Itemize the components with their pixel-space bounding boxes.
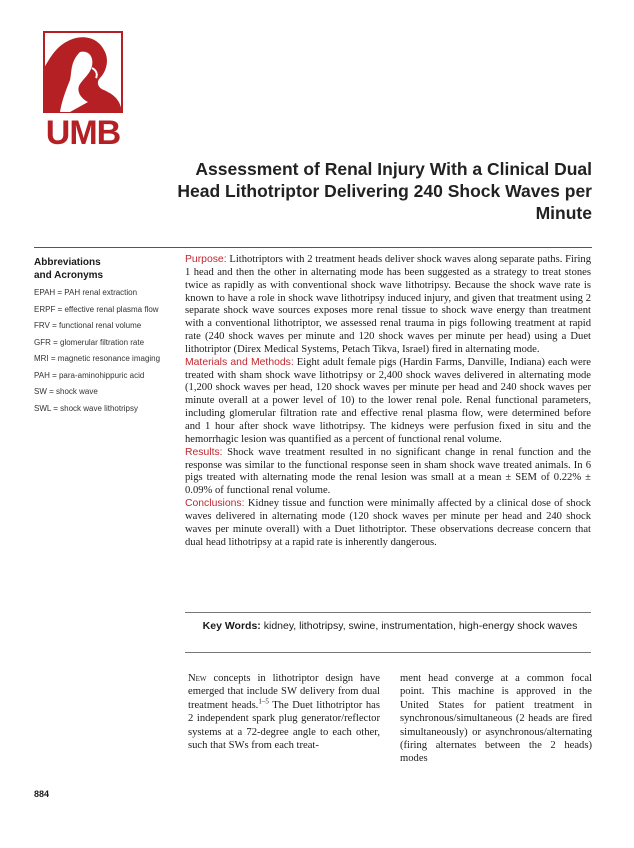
- abbreviation-item: EPAH = PAH renal extraction: [34, 288, 138, 297]
- header-rule: [34, 247, 592, 248]
- abbreviation-item: SW = shock wave: [34, 387, 98, 396]
- abstract-results: [185, 447, 591, 498]
- abbreviation-item: FRV = functional renal volume: [34, 321, 142, 330]
- article-title: [122, 158, 592, 224]
- abbreviations-heading: Abbreviations and Acronyms: [34, 257, 104, 281]
- keywords-text: kidney, lithotripsy, swine, instrumentation, high-energy shock waves: [263, 620, 578, 632]
- abbreviation-item: SWL = shock wave lithotripsy: [34, 403, 138, 413]
- title-line-1: Assessment of Renal Injury With a Clinical Dual: [195, 159, 592, 179]
- abstract-purpose: [185, 254, 591, 357]
- methods-text: Eight adult female pigs (Hardin Farms, Danville, Indiana) each were treated with sham shock wave lithotripsy or 2,400 shock waves delivered in alternating mode (1,200 shock waves per head, 120 shock waves per minute per head and 240 shock waves per minute overall at a power level of 10) to the lower renal pole. Renal functional parameters, including glomerular filtration rate and effective renal plasma flow, were determined before and 1 hour after shock wave lithotripsy. The kidneys were perfusion fixed in situ and the hemorrhagic lesion was quantified as a percent of functional renal volume.: [185, 356, 591, 445]
- purpose-label: Purpose:: [185, 254, 227, 265]
- abbreviation-item: MRI = magnetic resonance imaging: [34, 354, 161, 363]
- conclusions-label: Conclusions:: [185, 498, 245, 510]
- keywords-bottom-rule: [185, 652, 591, 653]
- abbreviation-item: ERPF = effective renal plasma flow: [34, 304, 159, 314]
- abbreviation-item: PAH = para-aminohippuric acid: [34, 370, 145, 380]
- abstract-conclusions: [185, 498, 591, 549]
- keywords-label: Key Words:: [202, 620, 261, 632]
- body-column-left: New concepts in lithotriptor design have emerged that include SW delivery from dual treatment heads.$^{1-5}$ The Duet lithotriptor has 2 independent spark plug generator/reflector systems at a 72-degree angle to each other, such that SWs from each treat-: [188, 673, 380, 752]
- umb-logo: [40, 28, 126, 152]
- results-label: Results:: [185, 446, 223, 458]
- purpose-text: Lithotriptors with 2 treatment heads deliver shock waves along separate paths. Firing 1 head and then the other in alternating mode has been suggested as a strategy to treat stones twice as rapidly as with conventional shock wave lithotripsy. Because the shock wave rate is known to have a role in shock wave lithotripsy induced injury, and given that treatment using 2 separate shock wave sources exposes more renal tissue to shock wave energy than treatment with a conventional lithotriptor, we assessed renal trauma in pigs following treatment at rapid rate (240 shock waves per minute and 120 shock waves per minute per head) using a Duet lithotriptor (Direx Medical Systems, Petach Tikva, Israel) fired in alternating mode.: [185, 254, 592, 355]
- title-line-2: Head Lithotriptor Delivering 240 Shock Waves per Minute: [177, 181, 592, 223]
- woman-profile-emblem-icon: [40, 28, 126, 114]
- abstract: [185, 254, 591, 549]
- lead-word: New: [188, 673, 207, 684]
- logo-wordmark: UMB: [45, 114, 121, 152]
- keywords: [200, 620, 580, 633]
- abstract-methods: [185, 357, 591, 447]
- results-text: Shock wave treatment resulted in no significant change in renal function and the response was similar to the functional response seen in sham shock wave treated animals. In 6 pigs treated with alternating mode the renal lesion was small at a mean ± SEM of 0.22% ± 0.09% of functional renal volume.: [185, 446, 592, 497]
- methods-label: Materials and Methods:: [185, 356, 294, 368]
- citation: 1–5: [258, 697, 269, 706]
- page-number: 884: [34, 789, 50, 799]
- keywords-top-rule: [185, 612, 591, 613]
- conclusions-text: Kidney tissue and function were minimally affected by a clinical dose of shock waves delivered in alternating mode (120 shock waves per minute per head and 240 shock waves per minute overall) with a Duet lithotriptor. These observations decrease concern that dual head lithotripsy at a rapid rate is inherently dangerous.: [185, 498, 591, 548]
- abbreviations-sidebar: [34, 256, 172, 420]
- body-column-right: ment head converge at a common focal point. This machine is approved in the United States for patient treatment in synchronous/simultaneous (2 heads are fired simultaneously) or asynchronous/alternating (firing alternates between the 2 heads) modes: [400, 673, 592, 765]
- abbreviation-item: GFR = glomerular filtration rate: [34, 337, 145, 347]
